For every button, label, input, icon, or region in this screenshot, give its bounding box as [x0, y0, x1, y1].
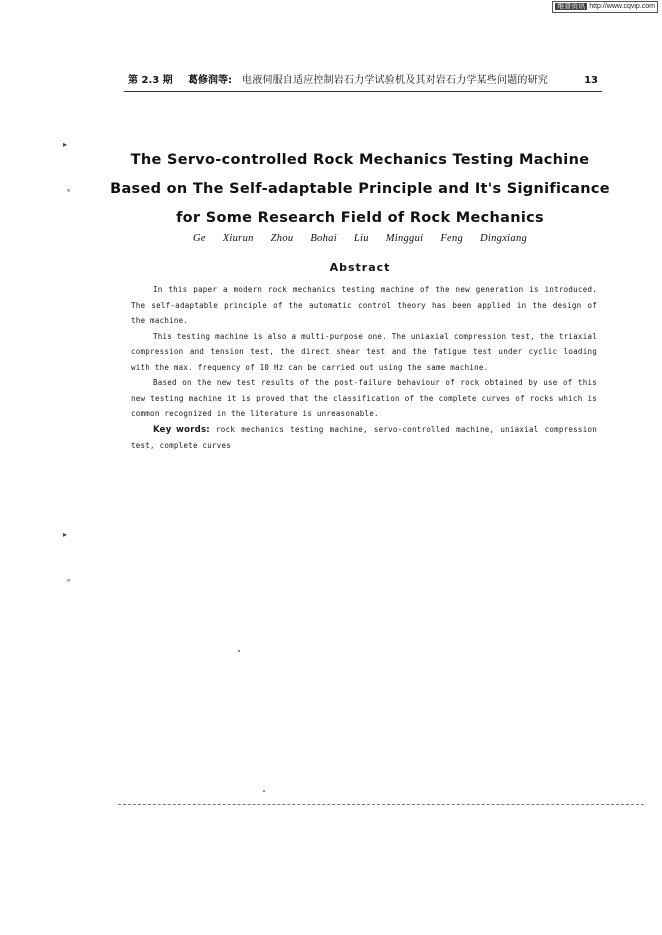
- header-rule: [124, 91, 602, 92]
- page-number: 13: [584, 75, 598, 86]
- watermark: [552, 1, 658, 13]
- abstract-body: [131, 282, 597, 454]
- footer-rule: [118, 804, 644, 805]
- keywords-text: rock mechanics testing machine, servo-controlled machine, uniaxial compression test, complete curves: [131, 424, 597, 450]
- keywords-label: Key words:: [153, 424, 210, 435]
- author-2: Zhou Bohai: [270, 233, 337, 244]
- scan-speck: [238, 650, 240, 652]
- abstract-paragraph-2: This testing machine is also a multi-purpose one. The uniaxial compression test, the triaxial compression and tension test, the direct shear test and the fatigue test under cyclic loading with the max. frequency of 10 Hz can be carried out using the same machine.: [131, 331, 597, 372]
- abstract-heading: Abstract: [329, 261, 391, 274]
- author-list: [100, 232, 620, 246]
- scan-speck: [263, 790, 265, 792]
- author-4: Feng Dingxiang: [440, 233, 528, 244]
- title-line-3: for Some Research Field of Rock Mechanics: [176, 210, 544, 226]
- margin-mark: ▸: [63, 530, 68, 539]
- header-authors: 葛修润等:: [188, 75, 232, 86]
- abstract-paragraph-1: In this paper a modern rock mechanics testing machine of the new generation is introduced. The self-adaptable principle of the automatic control theory has been applied in the design of the machine.: [131, 285, 597, 325]
- margin-mark: ∘: [66, 186, 72, 195]
- header-issue: 第 2.3 期: [128, 75, 173, 86]
- margin-mark: ∘: [66, 576, 72, 585]
- title-line-1: The Servo-controlled Rock Mechanics Testing Machine: [130, 152, 590, 168]
- abstract-paragraph-3: Based on the new test results of the post-failure behaviour of rock obtained by use of this new testing machine it is proved that the classification of the complete curves of rocks which is common recognized in the literature is unreasonable.: [131, 378, 597, 418]
- title-line-2: Based on The Self-adaptable Principle and It's Significance: [110, 181, 610, 197]
- watermark-url: http://www.cqvip.com: [589, 3, 655, 10]
- author-1: Ge Xiurun: [192, 233, 254, 244]
- paper-title: [100, 146, 620, 233]
- watermark-brand: 维普资讯: [557, 3, 586, 10]
- running-header: [128, 73, 598, 89]
- author-3: Liu Minggui: [353, 233, 424, 244]
- header-title: 电液伺服自适应控制岩石力学试验机及其对岩石力学某些问题的研究: [242, 75, 548, 86]
- keywords: [131, 422, 597, 454]
- margin-mark: ▸: [63, 140, 68, 149]
